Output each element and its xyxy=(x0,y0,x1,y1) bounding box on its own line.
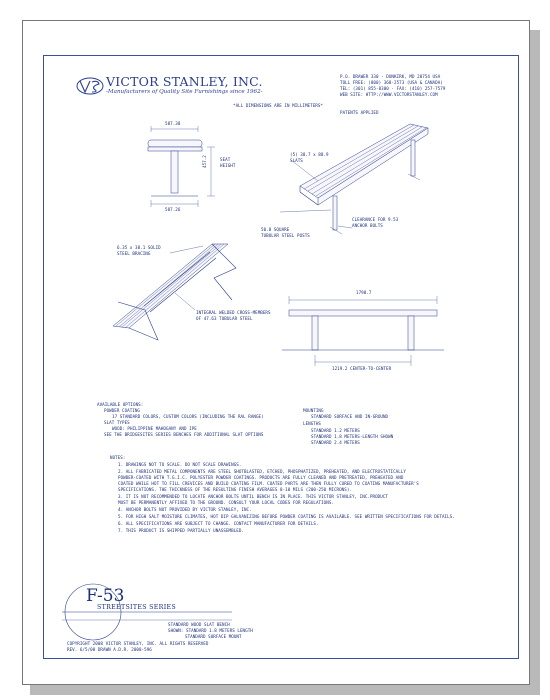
callout-bracing-1: 6.35 x 38.1 SOLID xyxy=(117,245,161,250)
callout-clearance-2: ANCHOR BOLTS xyxy=(352,223,383,228)
description-line-3: STANDARD SURFACE MOUNT xyxy=(185,634,242,639)
address-line-2: TOLL FREE: (800) 368-2573 (USA & CANADA) xyxy=(340,80,443,85)
callout-posts-2: TUBULAR STEEL POSTS xyxy=(261,233,310,238)
note-line-8: 4. ANCHOR BOLTS NOT PROVIDED BY VICTOR STANLEY, INC. xyxy=(118,507,252,512)
callout-seat-label-2: HEIGHT xyxy=(220,163,236,168)
mounting-heading: MOUNTING xyxy=(303,408,324,413)
copyright: COPYRIGHT 2008 VICTOR STANLEY, INC. ALL RIGHTS RESERVED xyxy=(67,641,209,646)
address-line-4: WEB SITE: HTTP://WWW.VICTORSTANLEY.COM xyxy=(340,92,438,97)
model-number: F-53 xyxy=(86,586,125,606)
patents-note: PATENTS APPLIED xyxy=(340,110,379,115)
vs-logo-icon xyxy=(77,78,103,94)
note-line-3: POWDER-COATED WITH T.G.I.C. POLYESTER POWDER COATINGS. PRODUCTS ARE FULLY CLEANED AND PRETREATED, PREHEATED AND xyxy=(118,475,404,480)
note-line-10: 6. ALL SPECIFICATIONS ARE SUBJECT TO CHANGE. CONTACT MANUFACTURER FOR DETAILS. xyxy=(118,521,319,526)
front-elevation-view xyxy=(282,296,444,366)
callout-slats-2: SLATS xyxy=(290,158,303,163)
description-line-1: STANDARD WOOD SLAT BENCH xyxy=(168,622,230,627)
options-heading: AVAILABLE OPTIONS: xyxy=(97,402,144,407)
callout-cross-members-2: OF 47.63 TUBULAR STEEL xyxy=(196,316,253,321)
options-line-4: WOOD: PHILIPPINE MAHOGANY AND IPE xyxy=(112,426,197,431)
callout-slats-1: (5) 38.7 x 88.9 xyxy=(290,152,329,157)
length-option-1: STANDARD 1.2 METERS xyxy=(311,428,360,433)
options-line-2: 17 STANDARD COLORS, CUSTOM COLORS (INCLUDING THE RAL RANGE) xyxy=(112,414,264,419)
dimension-note: *ALL DIMENSIONS ARE IN MILLIMETERS* xyxy=(233,103,323,108)
mounting-line-1: STANDARD SURFACE AND IN-GROUND xyxy=(311,414,389,419)
note-line-5: SPECIFICATIONS. THE THICKNESS OF THE RESULTING FINISH AVERAGES 8-10 MILS (200-250 MICRONS). xyxy=(118,487,352,492)
company-name: VICTOR STANLEY, INC. xyxy=(106,74,263,89)
callout-cross-members-1: INTEGRAL WELDED CROSS-MEMBERS xyxy=(196,310,271,315)
note-line-4: COATED WHILE HOT TO FILL CREVICES AND BUILD COATING FILM. COATED PARTS ARE THEN FULLY CURED TO COATING MANUFACTURER'S xyxy=(118,481,419,486)
address-line-3: TEL: (301) 855-8300 · FAX: (410) 257-7579 xyxy=(340,86,446,91)
note-line-11: 7. THIS PRODUCT IS SHIPPED PARTIALLY UNASSEMBLED. xyxy=(118,528,244,533)
options-line-5: SEE THE BRIDGESITES SERIES BENCHES FOR ADDITIONAL SLAT OPTIONS xyxy=(104,432,264,437)
series-name: STREETSITES SERIES xyxy=(97,604,177,611)
callout-end-width-top: 587.38 xyxy=(165,121,181,126)
note-line-7: MUST BE PERMANENTLY AFFIXED TO THE GROUND. CONSULT YOUR LOCAL CODES FOR REGULATIONS. xyxy=(118,500,334,505)
note-line-1: 1. DRAWINGS NOT TO SCALE. DO NOT SCALE DRAWINGS. xyxy=(118,462,242,467)
options-line-3: SLAT TYPES xyxy=(104,420,130,425)
callout-overall-length: 1790.7 xyxy=(356,290,372,295)
callout-clearance-1: CLEARANCE FOR 9.53 xyxy=(352,217,399,222)
options-line-1: POWDER COATING xyxy=(104,408,140,413)
length-option-3: STANDARD 2.4 METERS xyxy=(311,440,360,445)
perspective-view-2 xyxy=(113,244,236,340)
note-line-6: 3. IT IS NOT RECOMMENDED TO LOCATE ANCHOR BOLTS UNTIL BENCH IS IN PLACE. THIS VICTOR STANLEY, INC.PRODUCT xyxy=(118,494,388,499)
revision: REV. 6/5/08 DRAWN A.D.R. 2008-596 xyxy=(67,647,152,652)
callout-end-width-bottom: 587.26 xyxy=(165,207,181,212)
length-option-2: STANDARD 1.8 METERS-LENGTH SHOWN xyxy=(311,434,394,439)
callout-seat-label-1: SEAT xyxy=(220,157,231,162)
lengths-heading: LENGTHS xyxy=(303,421,321,426)
callout-seat-height-value: 457.2 xyxy=(202,155,207,168)
description-line-2: SHOWN: STANDARD 1.8 METERS LENGTH xyxy=(168,628,253,633)
note-line-9: 5. FOR HIGH SALT MOISTURE CLIMATES, HOT DIP GALVANIZING BEFORE POWDER COATING IS AVAILABLE. SEE WRITTEN SPECIFICATIONS FOR DETAILS. xyxy=(118,514,455,519)
address-line-1: P.O. DRAWER 330 · DUNKIRK, MD 20754 USA xyxy=(340,74,441,79)
callout-posts-1: 50.8 SQUARE xyxy=(261,227,290,232)
notes-heading: NOTES: xyxy=(110,455,126,460)
callout-center-to-center: 1219.2 CENTER-TO-CENTER xyxy=(332,366,392,371)
company-tagline: -Manufacturers of Quality Site Furnishings since 1962- xyxy=(106,89,263,95)
note-line-2: 2. ALL FABRICATED METAL COMPONENTS ARE STEEL SHOTBLASTED, ETCHED, PHOSPHATIZED, PREHEATED, AND ELECTROSTATICALLY xyxy=(118,469,406,474)
callout-bracing-2: STEEL BRACING xyxy=(117,251,151,256)
